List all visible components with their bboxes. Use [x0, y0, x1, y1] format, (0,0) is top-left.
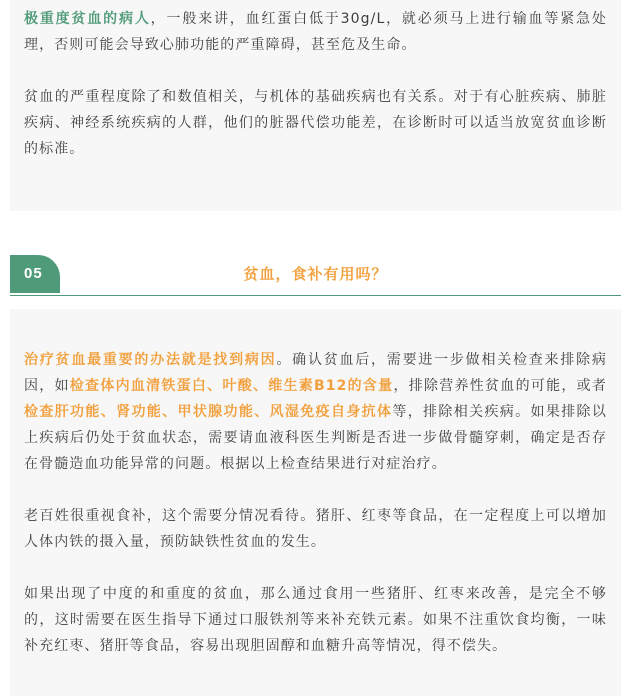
highlight-severe-patients: 极重度贫血的病人	[24, 11, 151, 27]
paragraph-find-cause: 治疗贫血最重要的办法就是找到病因。确认贫血后，需要进一步做相关检查来排除病因，如检查体内血清铁蛋白、叶酸、维生素B12的含量，排除营养性贫血的可能，或者检查肝功能、肾功能、甲状腺功能、风湿免疫自身抗体等，排除相关疾病。如果排除以上疾病后仍处于贫血状态，需要请血液科医生判断是否进一步做骨髓穿刺，确定是否存在骨髓造血功能异常的问题。根据以上检查结果进行对症治疗。	[24, 352, 607, 472]
highlight-blood-tests: 检查体内血清铁蛋白、叶酸、维生素B12的含量	[69, 378, 394, 394]
highlight-find-cause: 治疗贫血最重要的办法就是找到病因	[24, 352, 277, 368]
paragraph-severe-anemia: 极重度贫血的病人，一般来讲，血红蛋白低于30g/L，就必须马上进行输血等紧急处理，否则可能会导致心肺功能的严重障碍，甚至危及生命。	[24, 11, 607, 53]
info-card-top	[10, 0, 621, 211]
paragraph-moderate-severe: 如果出现了中度的和重度的贫血，那么通过食用一些猪肝、红枣来改善，是完全不够的，这时需要在医生指导下通过口服铁剂等来补充铁元素。如果不注重饮食均衡，一味补充红枣、猪肝等食品，容易出现胆固醇和血糖升高等情况，得不偿失。	[24, 586, 607, 654]
highlight-organ-tests: 检查肝功能、肾功能、甲状腺功能、风湿免疫自身抗体	[24, 404, 393, 420]
paragraph-severity-factors: 贫血的严重程度除了和数值相关，与机体的基础疾病也有关系。对于有心脏疾病、肺脏疾病、神经系统疾病的人群，他们的脏器代偿功能差，在诊断时可以适当放宽贫血诊断的标准。	[24, 89, 607, 157]
info-card-bottom	[10, 309, 621, 696]
paragraph-food-supplement: 老百姓很重视食补，这个需要分情况看待。猪肝、红枣等食品，在一定程度上可以增加人体内铁的摄入量，预防缺铁性贫血的发生。	[24, 508, 607, 550]
section-header	[10, 255, 621, 296]
section-title: 贫血，食补有用吗？	[243, 265, 388, 283]
section-number-badge: 05	[10, 255, 60, 293]
